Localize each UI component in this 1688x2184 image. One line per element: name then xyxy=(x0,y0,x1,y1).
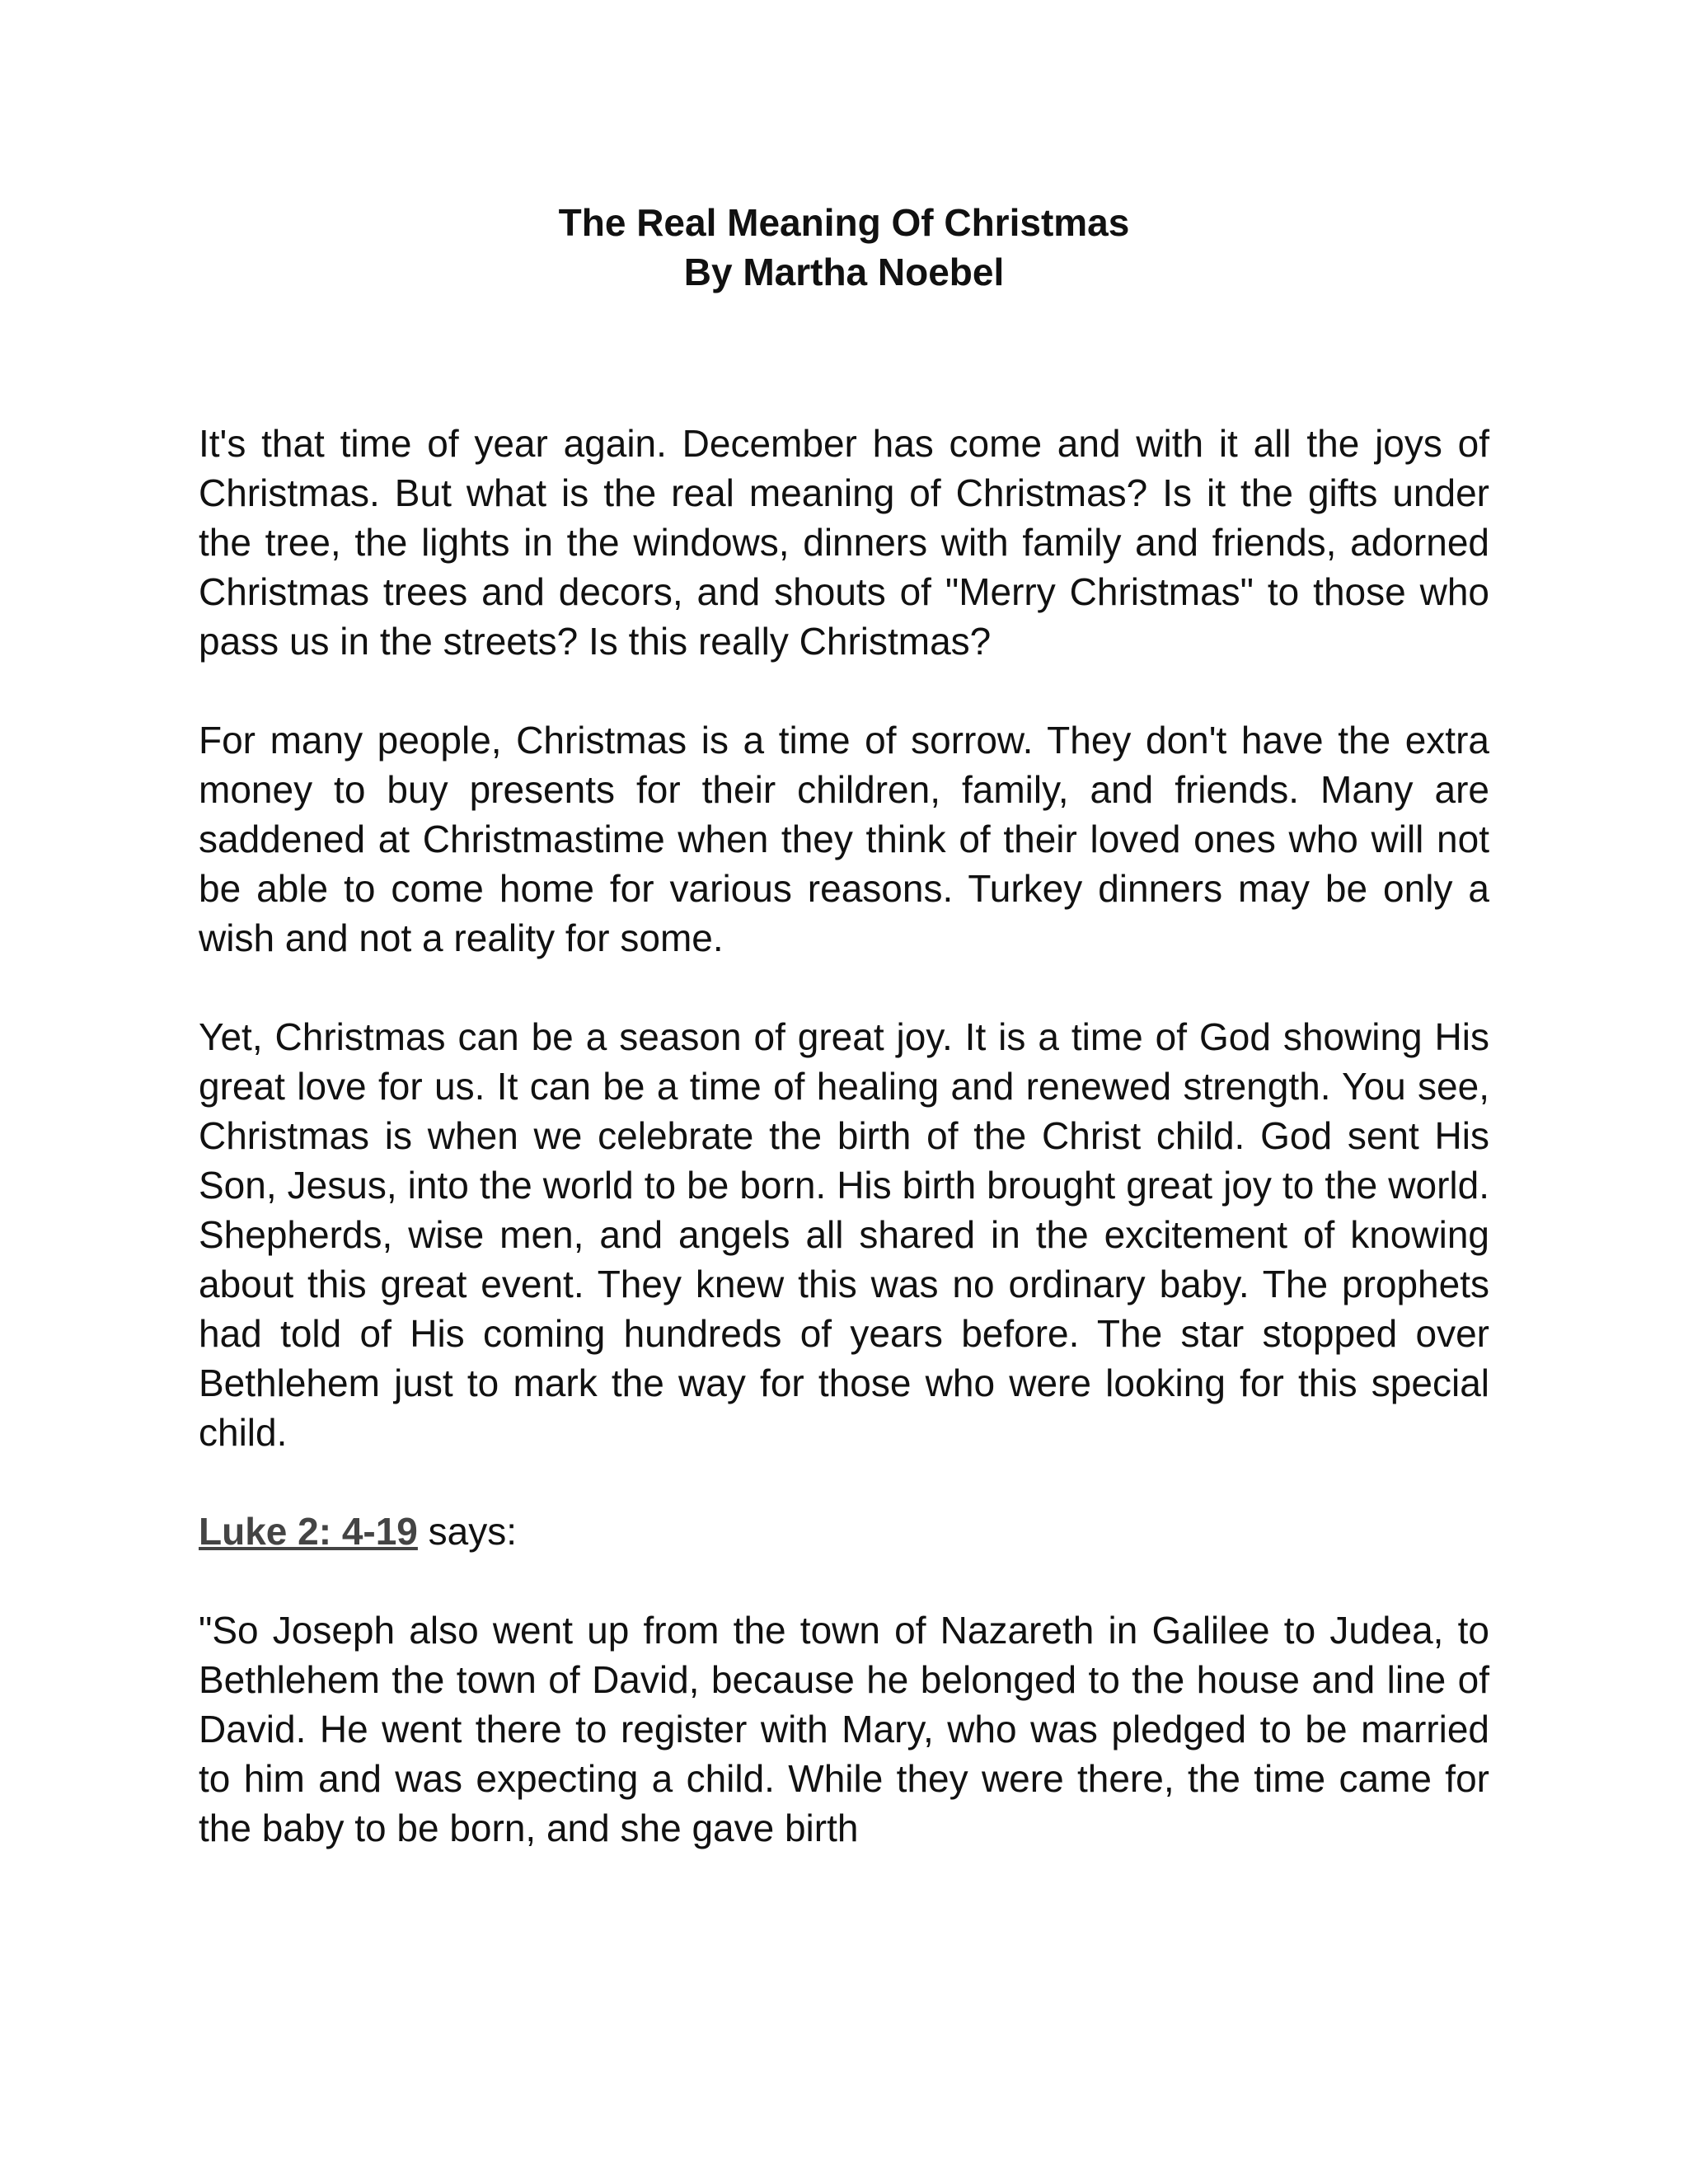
paragraph-intro: It's that time of year again. December has come and with it all the joys of Christmas. But what is the real meaning of Christmas? Is it the gifts under the tree, the lights in the windows, dinners with family and friends, adorned Christmas trees and decors, and shouts of "Merry Christmas" to those who pass us in the streets? Is this really Christmas? xyxy=(199,422,1489,663)
document-title: The Real Meaning Of Christmas xyxy=(558,201,1130,244)
document-byline: By Martha Noebel xyxy=(683,251,1005,293)
title-block xyxy=(0,198,1688,297)
scripture-reference-line xyxy=(199,1507,1489,1556)
scripture-link[interactable]: Luke 2: 4-19 xyxy=(199,1510,418,1553)
document-body xyxy=(199,419,1489,1853)
scripture-suffix: says: xyxy=(417,1510,518,1553)
paragraph-joy: Yet, Christmas can be a season of great joy. It is a time of God showing His great love for us. It can be a time of healing and renewed strength. You see, Christmas is when we celebrate the birth of the Christ child. God sent His Son, Jesus, into the world to be born. His birth brought great joy to the world. Shepherds, wise men, and angels all shared in the excitement of knowing about this great event. They knew this was no ordinary baby. The prophets had told of His coming hundreds of years before. The star stopped over Bethlehem just to mark the way for those who were looking for this special child. xyxy=(199,1015,1489,1454)
scripture-quote: "So Joseph also went up from the town of Nazareth in Galilee to Judea, to Bethlehem the town of David, because he belonged to the house and line of David. He went there to register with Mary, who was pledged to be married to him and was expecting a child. While they were there, the time came for the baby to be born, and she gave birth xyxy=(199,1609,1489,1849)
paragraph-sorrow: For many people, Christmas is a time of sorrow. They don't have the extra money to buy presents for their children, family, and friends. Many are saddened at Christmastime when they think of their loved ones who will not be able to come home for various reasons. Turkey dinners may be only a wish and not a reality for some. xyxy=(199,719,1489,959)
